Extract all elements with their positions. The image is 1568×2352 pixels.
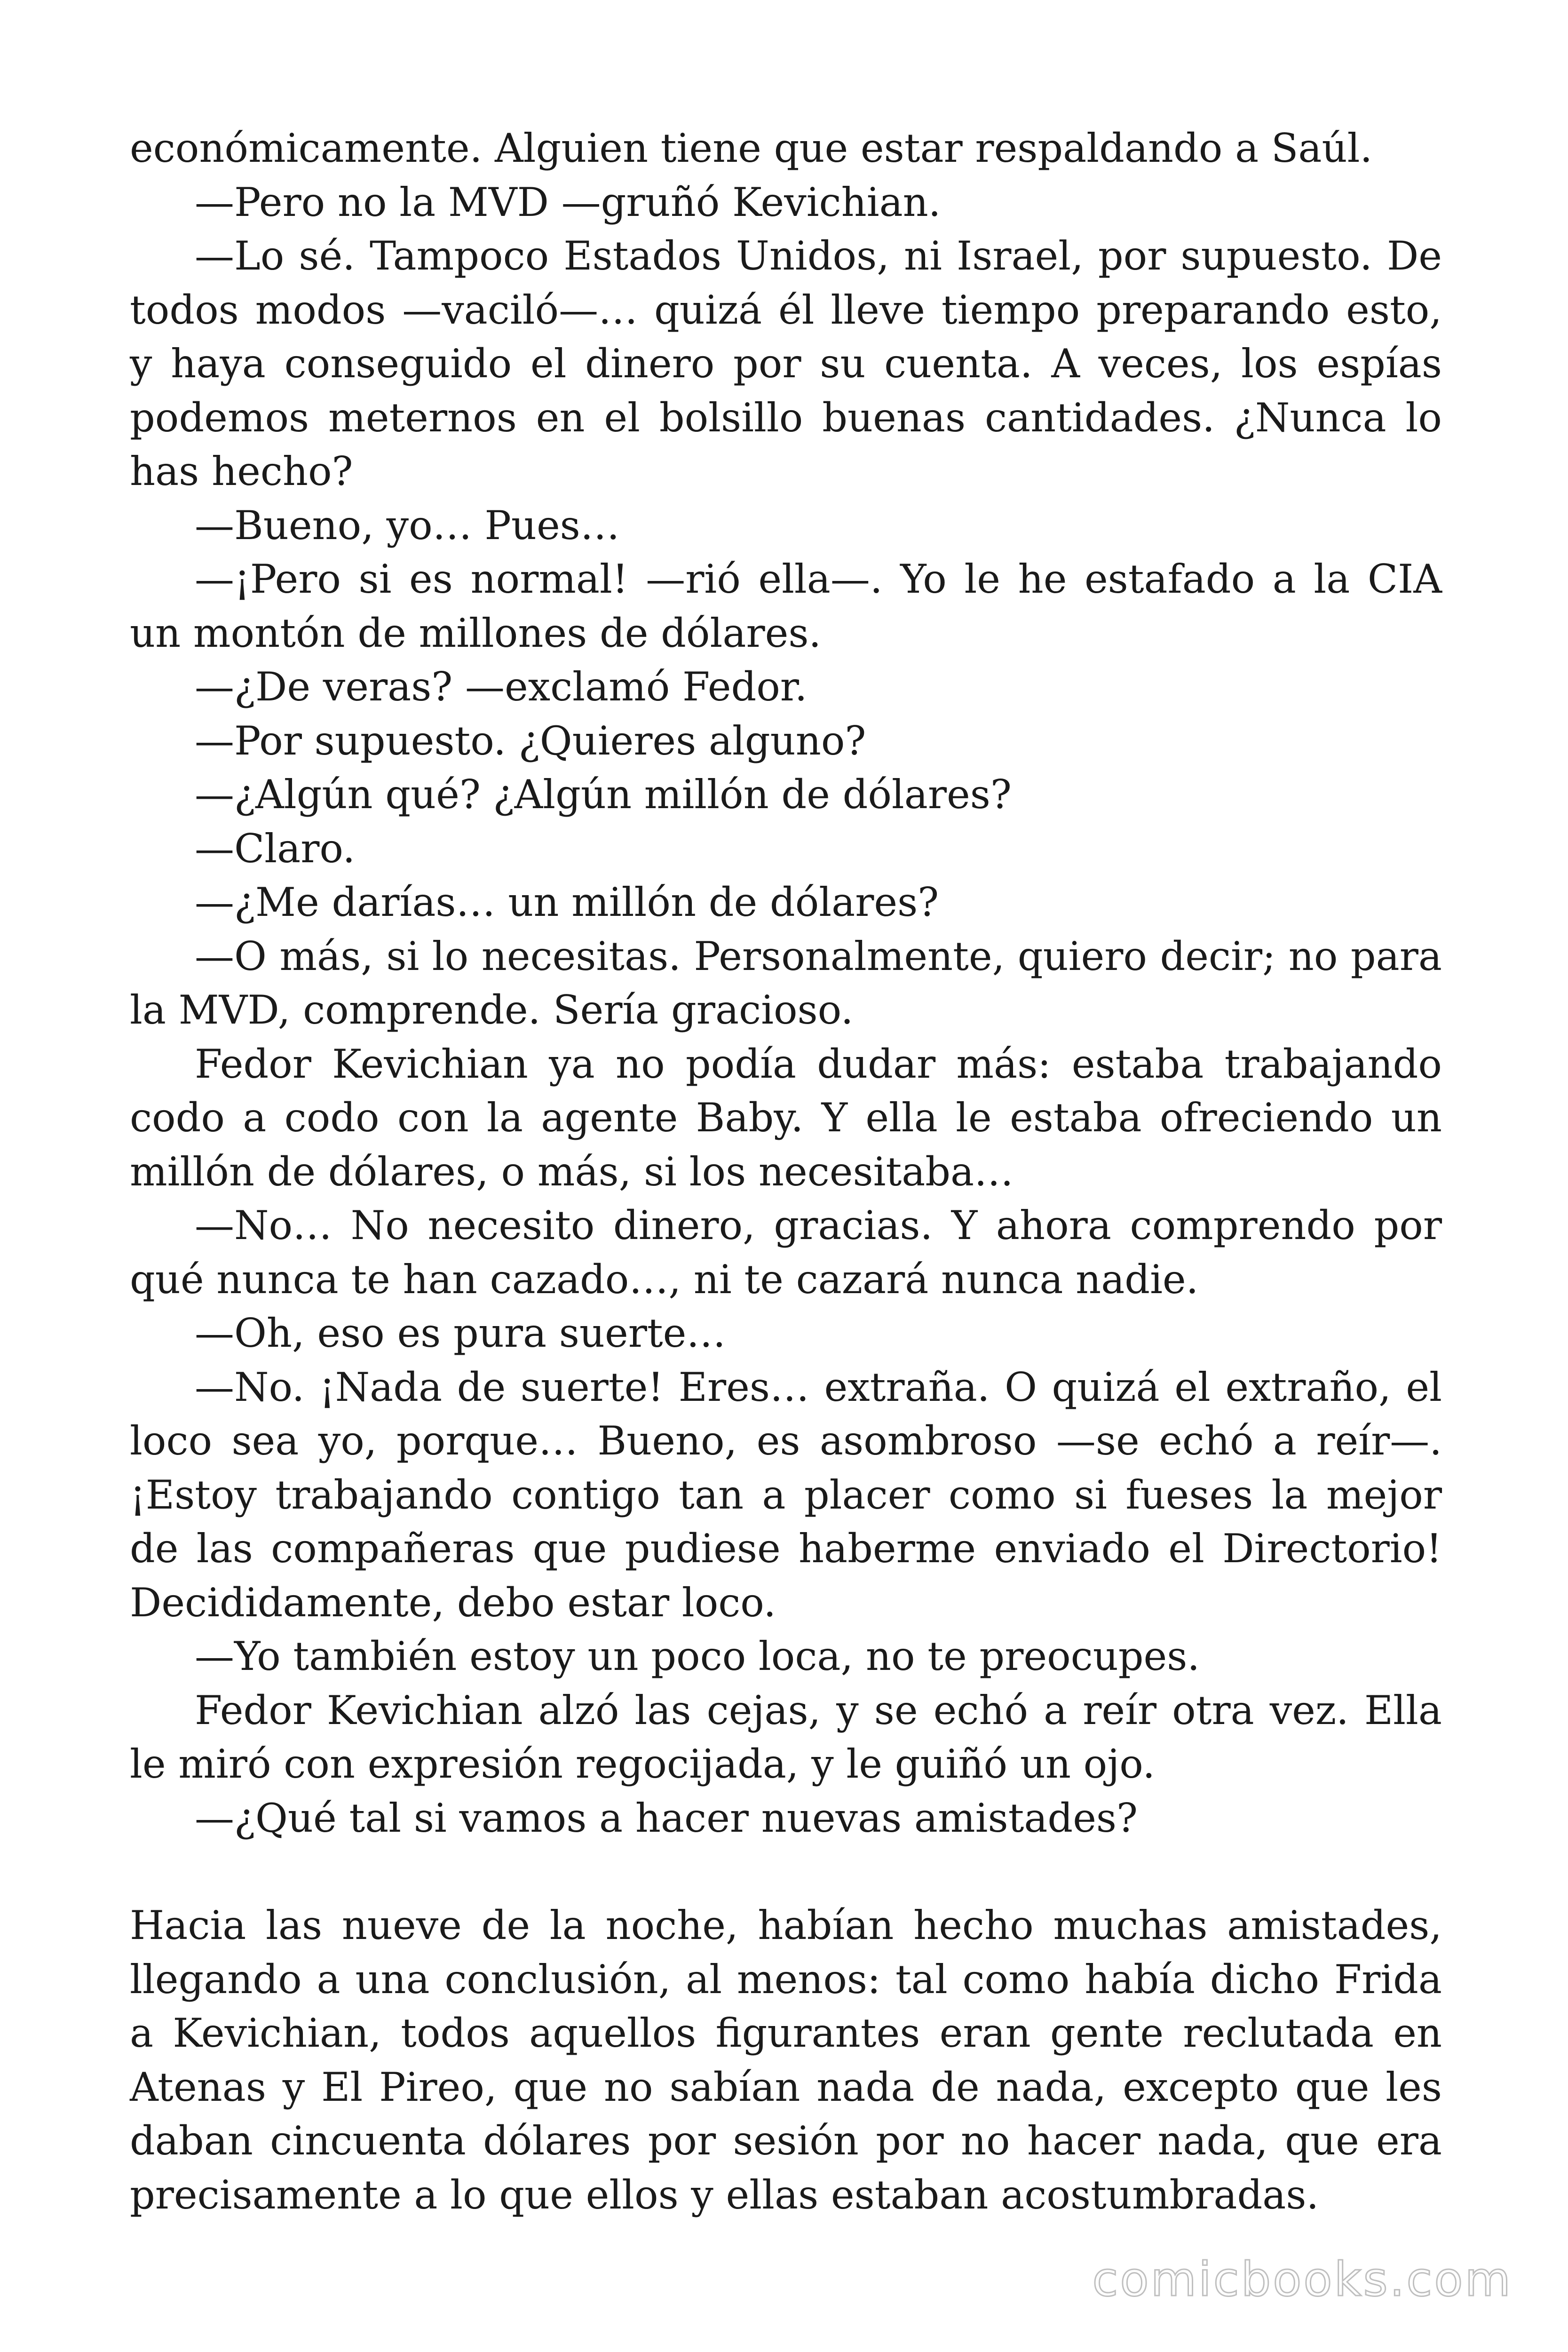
paragraph: —No. ¡Nada de suerte! Eres… extraña. O quizá el extraño, el loco sea yo, porque… Bueno, es asombroso —se echó a reír—. ¡Estoy trabajando contigo tan a placer como si fueses la mejor de las compañeras que pudiese haberme enviado el Directorio! Decididamente, debo estar loco. <box>130 1364 1442 1626</box>
paragraph: —No… No necesito dinero, gracias. Y ahora comprendo por qué nunca te han cazado…, ni te cazará nunca nadie. <box>130 1202 1442 1303</box>
paragraph: —¡Pero si es normal! —rió ella—. Yo le he estafado a la CIA un montón de millones de dólares. <box>130 556 1442 656</box>
paragraph: —Pero no la MVD —gruñó Kevichian. <box>195 179 941 225</box>
paragraph: Fedor Kevichian ya no podía dudar más: estaba trabajando codo a codo con la agente Baby. Y ella le estaba ofreciendo un millón de dólares, o más, si los necesitaba… <box>130 1041 1442 1195</box>
paragraph: —¿Algún qué? ¿Algún millón de dólares? <box>195 771 1012 818</box>
paragraph: —O más, si lo necesitas. Personalmente, quiero decir; no para la MVD, comprende. Sería gracioso. <box>130 933 1442 1033</box>
watermark-logo: comicbooks.com <box>1092 2252 1513 2307</box>
paragraph: —¿De veras? —exclamó Fedor. <box>195 664 808 710</box>
paragraph: —Yo también estoy un poco loca, no te preocupes. <box>195 1633 1200 1679</box>
paragraph: —Claro. <box>195 825 356 872</box>
paragraph: económicamente. Alguien tiene que estar respaldando a Saúl. <box>130 125 1373 171</box>
paragraph: —Oh, eso es pura suerte… <box>195 1310 726 1356</box>
paragraph: Hacia las nueve de la noche, habían hecho muchas amistades, llegando a una conclusión, al menos: tal como había dicho Frida a Kevichian, todos aquellos figurantes eran gente reclutada en Atenas y El Pireo, que no sabían nada de nada, excepto que les daban cincuenta dólares por sesión por no hacer nada, que era precisamente a lo que ellos y ellas estaban acostumbradas. <box>130 1902 1442 2218</box>
paragraph: —¿Me darías… un millón de dólares? <box>195 879 939 925</box>
paragraph: —Por supuesto. ¿Quieres alguno? <box>195 717 866 764</box>
paragraph: —Bueno, yo… Pues… <box>195 502 620 548</box>
paragraph: —¿Qué tal si vamos a hacer nuevas amistades? <box>195 1795 1138 1841</box>
page-body <box>130 121 1442 2222</box>
paragraph: Fedor Kevichian alzó las cejas, y se echó a reír otra vez. Ella le miró con expresión regocijada, y le guiñó un ojo. <box>130 1687 1442 1787</box>
paragraph: —Lo sé. Tampoco Estados Unidos, ni Israel, por supuesto. De todos modos —vaciló—… quizá él lleve tiempo preparando esto, y haya conseguido el dinero por su cuenta. A veces, los espías podemos meternos en el bolsillo buenas cantidades. ¿Nunca lo has hecho? <box>130 233 1442 494</box>
